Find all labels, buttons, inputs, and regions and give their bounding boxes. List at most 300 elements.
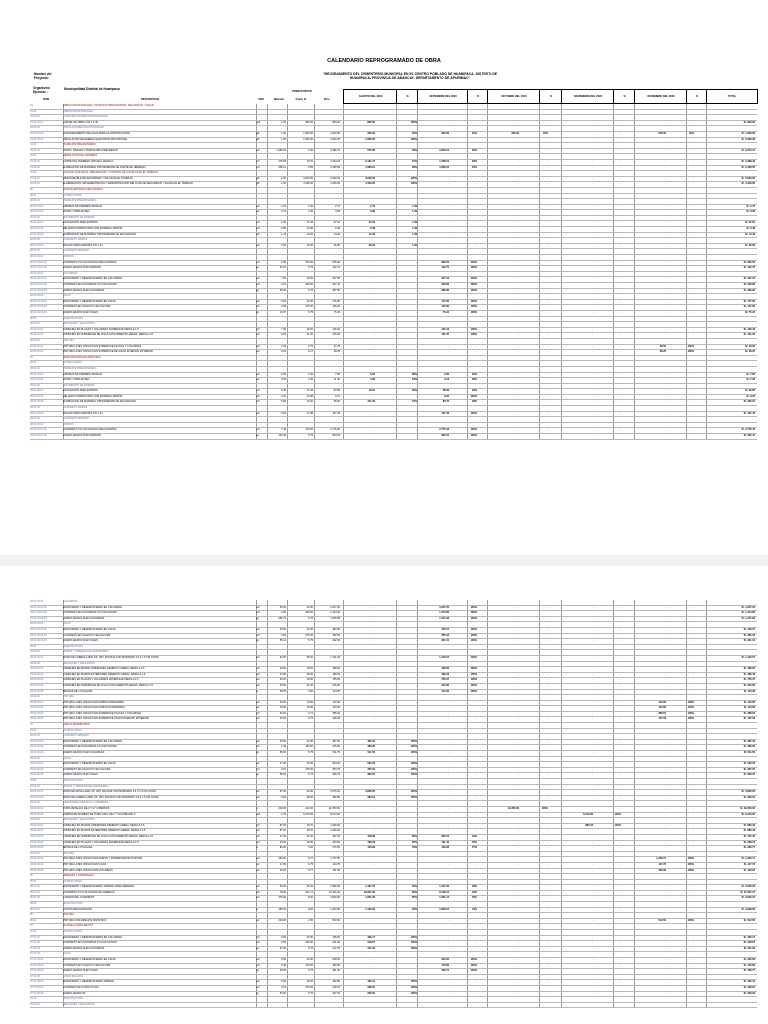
- item-code: 04.01.01.01: [30, 739, 44, 743]
- item-partial: 75.15: [333, 310, 340, 314]
- month-2-value: -: [448, 762, 449, 766]
- item-code: 02.01.04.02.01: [30, 277, 47, 281]
- item-total: S/. 321.10: [743, 639, 755, 643]
- month-3-value: -: [518, 840, 519, 844]
- item-metrado: 3.60: [281, 611, 286, 615]
- month-2-value: -: [448, 857, 449, 861]
- month-2-percent: 60%: [471, 148, 477, 152]
- month-3-value: -: [518, 227, 519, 231]
- item-description: PINTURA: [63, 695, 74, 699]
- item-code: 03.02.01.01: [30, 655, 44, 659]
- item-description: ACERO GRADO 60 EN VIGAS: [63, 639, 98, 643]
- month-1-value: -: [374, 717, 375, 721]
- item-partial: 93.85: [333, 389, 340, 393]
- month-4-percent: -: [620, 655, 621, 659]
- item-code: 05.01.03: [30, 896, 40, 900]
- month-1-value: -: [374, 969, 375, 973]
- month-1-percent: 100%: [410, 795, 417, 799]
- item-code: 02.01.04.01: [30, 255, 44, 259]
- item-unit: kg: [256, 773, 259, 777]
- item-description: LIMPIEZA DE TERRENO MANUAL: [63, 372, 103, 376]
- item-total: S/. 147.03: [743, 717, 755, 721]
- month-5-value: -: [665, 221, 666, 225]
- month-3-value: -: [518, 378, 519, 382]
- month-5-percent: -: [693, 372, 694, 376]
- item-total: S/. 1,600.00: [741, 131, 755, 135]
- item-total: S/. 114.00: [743, 689, 755, 693]
- item-unit-price: 5.75: [308, 639, 313, 643]
- item-code: 03.01.04.02: [30, 600, 44, 603]
- item-unit-price: 10.80: [306, 700, 313, 704]
- month-2-percent: 100%: [470, 299, 477, 303]
- month-2-value: 147.85: [441, 305, 449, 309]
- month-1-value: -: [374, 918, 375, 922]
- month-2-value: -: [448, 868, 449, 872]
- item-unit: m3: [256, 394, 260, 398]
- month-1-percent: -: [416, 667, 417, 671]
- item-unit-price: 3.00: [308, 846, 313, 850]
- month-2-value: 131.25: [441, 333, 449, 337]
- month-5-value: -: [665, 639, 666, 643]
- item-unit: m3: [256, 767, 260, 771]
- item-code: 03.02.02: [30, 661, 40, 665]
- month-5-value: 640.00: [658, 131, 666, 135]
- item-unit: kg: [256, 969, 259, 973]
- month-2-percent: 100%: [470, 283, 477, 286]
- item-description: VIGAS: [63, 622, 71, 626]
- item-unit: m2: [256, 372, 260, 376]
- item-total: S/. 665.41: [743, 434, 755, 438]
- item-total: S/. 2,775.43: [741, 428, 755, 432]
- month-3-value: -: [518, 428, 519, 432]
- item-unit-price: 10.00: [306, 232, 313, 236]
- month-2-value: -: [448, 946, 449, 950]
- item-total: S/. 113.66: [743, 700, 755, 704]
- item-metrado: 0.81: [281, 767, 286, 771]
- month-5-percent: -: [693, 243, 694, 247]
- item-partial: 352.50: [332, 633, 340, 637]
- item-metrado: 69.00: [279, 773, 286, 777]
- item-description: PUERTA DE INGRESO DE TUBO GALV. DE 2" Y PLATINA DE 1": [63, 812, 136, 816]
- item-description: OBRAS PROVISIONALES: [63, 109, 93, 113]
- item-metrado: 1.60: [281, 221, 286, 225]
- item-metrado: 10.50: [279, 700, 286, 704]
- month-3-percent: -: [547, 327, 548, 331]
- item-unit-price: 6.75: [308, 862, 313, 866]
- item-code: 04.01.01.03: [30, 751, 44, 755]
- item-description: TARRAJEO EN PLACAS Y COLUMNAS SUPERFICIE MEZCLA 1:5: [63, 678, 139, 682]
- item-partial: 114.75: [332, 862, 340, 866]
- month-3-percent: -: [547, 344, 548, 348]
- month-5-value: -: [665, 935, 666, 939]
- item-code: 07.01.02: [30, 941, 40, 945]
- month-2-value: -: [448, 176, 449, 180]
- month-3-value: -: [518, 963, 519, 967]
- month-2-value: 209.89: [441, 283, 449, 286]
- month-2-value: -: [448, 918, 449, 922]
- month-5-value: -: [665, 389, 666, 393]
- month-4-value: -: [592, 400, 593, 404]
- month-5-percent: -: [693, 378, 694, 382]
- item-partial: 66.00: [333, 243, 340, 247]
- item-unit-price: 3,000.00: [303, 176, 313, 180]
- item-unit: m2: [256, 795, 260, 799]
- month-4-percent: -: [620, 639, 621, 643]
- item-partial: 663.84: [332, 434, 340, 438]
- month-3-value: -: [518, 918, 519, 922]
- item-code: 03.01.04: [30, 417, 40, 421]
- item-unit-price: 375.00: [305, 963, 313, 967]
- item-unit: m2: [256, 277, 260, 281]
- month-3-percent: -: [547, 378, 548, 382]
- month-3-value: -: [518, 890, 519, 894]
- month-2-percent: 28%: [471, 400, 477, 404]
- item-partial: 357.00: [332, 834, 340, 838]
- month-1-value: -: [374, 310, 375, 314]
- item-code: 04.02: [30, 779, 37, 782]
- item-unit-price: 18.70: [306, 823, 313, 827]
- item-unit: m3: [256, 389, 260, 393]
- item-total: S/. 195.17: [743, 935, 755, 939]
- schedule-table-page-1: [30, 104, 757, 440]
- month-5-value: -: [665, 980, 666, 984]
- month-1-value: -: [374, 616, 375, 620]
- month-1-value: 66.00: [368, 243, 375, 247]
- month-4-percent: -: [620, 667, 621, 671]
- month-3-percent: -: [547, 706, 548, 710]
- month-2-value: -: [448, 706, 449, 710]
- item-code: 03.01.04.03.02: [30, 633, 47, 637]
- item-unit: m: [256, 907, 259, 911]
- item-metrado: 2.10: [281, 204, 286, 208]
- month-3-value: -: [518, 868, 519, 872]
- item-unit: m2: [256, 327, 260, 331]
- item-unit-price: 8.77: [308, 868, 313, 872]
- month-4-value: -: [592, 344, 593, 348]
- item-unit-price: 18.00: [306, 672, 313, 676]
- month-1-percent: -: [416, 678, 417, 682]
- month-5-percent: 100%: [687, 868, 694, 872]
- month-4-value: -: [592, 611, 593, 615]
- item-code: 02.01.04.03: [30, 294, 44, 298]
- item-metrado: 1.00: [281, 131, 286, 135]
- item-unit-price: 5.75: [308, 773, 313, 777]
- month-4-percent: -: [620, 434, 621, 438]
- item-unit-price: 9.71: [308, 711, 313, 715]
- month-3-percent: -: [547, 260, 548, 264]
- month-4-value: -: [592, 232, 593, 236]
- item-unit: m2: [256, 834, 260, 838]
- item-unit: m2: [256, 840, 260, 844]
- item-total: S/. 479.27: [743, 627, 755, 631]
- item-total: S/. 162.12: [743, 980, 755, 984]
- item-partial: 189.00: [332, 667, 340, 671]
- item-code: 02.01.04: [30, 249, 40, 253]
- item-metrado: 5.50: [281, 299, 286, 303]
- item-unit-price: 212.00: [305, 806, 313, 810]
- item-unit-price: 12.96: [306, 394, 313, 398]
- item-metrado: 37.00: [279, 946, 286, 950]
- item-code: 06.01: [30, 918, 37, 922]
- month-3-percent: -: [547, 159, 548, 163]
- item-unit-price: 17.38: [306, 389, 313, 393]
- item-description: VIGAS: [63, 294, 71, 298]
- item-code: 03.01.04.03.03: [30, 639, 47, 643]
- item-description: CONCRETO EN VIGAS F'C=210 KG/CM2: [63, 767, 111, 771]
- item-unit: glb: [256, 182, 260, 186]
- item-total: S/. 176.80: [743, 963, 755, 967]
- item-description: MURO DE ENTRADA PRINCIPAL: [63, 355, 102, 359]
- item-total: S/. 1,474.85: [741, 611, 755, 615]
- month-5-percent: -: [693, 963, 694, 967]
- month-2-percent: 100%: [470, 683, 477, 687]
- item-unit-price: 12.96: [306, 227, 313, 231]
- month-4-percent: -: [620, 344, 621, 348]
- month-4-value: -: [592, 890, 593, 894]
- item-description: CONCRETO EN LOSA F'C=210: [63, 985, 99, 989]
- item-code: 07.01.04.03: [30, 969, 44, 973]
- item-unit-price: 52.60: [306, 790, 313, 794]
- month-5-value: 48.50: [659, 344, 666, 348]
- month-1-percent: 100%: [410, 739, 417, 743]
- month-2-value: -: [448, 941, 449, 945]
- item-description: ZAPATAS: [63, 255, 74, 259]
- month-3-percent: -: [547, 896, 548, 900]
- month-4-percent: -: [620, 266, 621, 270]
- month-3-value: -: [518, 277, 519, 281]
- item-unit: m: [256, 689, 259, 693]
- month-3-percent: -: [547, 266, 548, 270]
- month-5-value: 117.76: [658, 862, 666, 866]
- item-unit: m2: [256, 655, 260, 659]
- month-5-value: -: [665, 773, 666, 777]
- item-description: VEREDAS Y SARDINELES: [63, 874, 94, 878]
- item-code: 03.01: [30, 361, 37, 365]
- month-4-value: -: [592, 829, 593, 833]
- month-5-value: -: [665, 767, 666, 771]
- item-unit-price: 32.00: [306, 627, 313, 631]
- item-unit: kg: [256, 751, 259, 755]
- month-2-percent: -: [476, 935, 477, 939]
- item-metrado: 5.40: [281, 389, 286, 393]
- item-code: 03.01.01.02: [30, 378, 44, 382]
- item-partial: 476.00: [332, 745, 340, 749]
- month-4-percent: -: [620, 935, 621, 939]
- item-description: ENCOFRADO Y DESENCOFRADO EN COLUMNAS: [63, 739, 123, 743]
- month-1-percent: 52%: [411, 885, 417, 889]
- item-partial: 4,446.00: [330, 182, 340, 186]
- item-metrado: 180.00: [278, 857, 286, 861]
- month-5-value: 147.03: [658, 717, 666, 721]
- month-2-percent: 100%: [470, 333, 477, 337]
- month-4-value: -: [592, 131, 593, 135]
- item-metrado: 115.45: [278, 434, 286, 438]
- month-4-value: 8,213.00: [583, 812, 593, 816]
- month-1-percent: -: [416, 611, 417, 615]
- month-3-percent: -: [547, 840, 548, 844]
- month-1-value: -: [374, 411, 375, 415]
- item-unit: m2: [256, 918, 260, 922]
- item-description: TARRAJEO EN MUROS INTERIORES CEMENTO-ARENA, MEZCLA 1:5: [63, 667, 145, 671]
- month-3-percent: -: [547, 946, 548, 950]
- item-unit-price: 21.00: [306, 834, 313, 838]
- item-description: CONCRETO EN COLUMNAS F'C=210 KG/CM2: [63, 611, 117, 615]
- item-unit: m3: [256, 221, 260, 225]
- item-description: COLUMNAS: [63, 271, 78, 275]
- month-3-value: -: [518, 616, 519, 620]
- month-3-percent: 20%: [542, 131, 548, 135]
- item-partial: 162.50: [332, 980, 340, 984]
- month-4-value: -: [592, 627, 593, 631]
- month-5-percent: -: [693, 762, 694, 766]
- month-4-percent: -: [620, 829, 621, 833]
- month-5-value: -: [665, 812, 666, 816]
- month-4-percent: -: [620, 885, 621, 889]
- header-month-2: SETIEMBRE DEL 2023: [417, 89, 469, 104]
- month-4-percent: -: [620, 350, 621, 354]
- month-3-value: -: [518, 790, 519, 794]
- month-5-value: -: [665, 305, 666, 309]
- item-partial: 270.00: [332, 846, 340, 850]
- month-3-percent: -: [547, 288, 548, 292]
- month-1-percent: -: [416, 683, 417, 687]
- month-5-value: -: [665, 846, 666, 850]
- month-1-percent: -: [416, 672, 417, 676]
- month-5-value: -: [665, 148, 666, 152]
- month-4-percent: -: [620, 131, 621, 135]
- month-2-value: 2.18: [444, 378, 449, 382]
- month-4-percent: -: [620, 283, 621, 286]
- item-description: REVOQUES Y ENLUCIDOS: [63, 1002, 95, 1006]
- item-partial: 3,000.00: [330, 896, 340, 900]
- month-4-percent: -: [620, 857, 621, 861]
- item-unit-price: 340.00: [305, 941, 313, 945]
- item-description: ENCOFRADO Y DESENCOFRADO EN VIGAS: [63, 762, 116, 766]
- item-unit-price: 10.80: [306, 706, 313, 710]
- month-4-percent: -: [620, 633, 621, 637]
- item-unit-price: 9.55: [308, 165, 313, 169]
- month-2-value: 320.00: [441, 131, 449, 135]
- item-unit-price: 9.71: [308, 857, 313, 861]
- month-4-percent: -: [620, 946, 621, 950]
- month-3-percent: -: [547, 958, 548, 961]
- item-unit-price: 32.50: [306, 935, 313, 939]
- month-5-value: -: [665, 885, 666, 889]
- month-5-value: -: [665, 633, 666, 637]
- item-code: 01.01.01: [30, 115, 40, 119]
- month-4-value: -: [592, 434, 593, 438]
- month-4-value: -: [592, 795, 593, 799]
- month-1-value: 3,000.00: [365, 176, 375, 180]
- month-2-percent: -: [476, 868, 477, 872]
- item-code: 04.02.04.01: [30, 857, 44, 861]
- item-description: PINTURA CON ESMALTE SINTETICO: [63, 918, 107, 922]
- month-1-value: -: [374, 823, 375, 827]
- month-5-percent: -: [693, 260, 694, 264]
- month-1-value: -: [374, 958, 375, 961]
- month-4-percent: -: [620, 862, 621, 866]
- month-5-percent: -: [693, 400, 694, 404]
- month-3-value: -: [518, 288, 519, 292]
- month-5-percent: -: [693, 823, 694, 827]
- month-3-value: -: [518, 935, 519, 939]
- month-1-value: 1,150.63: [365, 907, 375, 911]
- month-4-value: -: [592, 672, 593, 676]
- item-metrado: 1.00: [281, 137, 286, 141]
- item-unit: m2: [256, 935, 260, 939]
- month-2-percent: 52%: [471, 165, 477, 169]
- month-2-percent: -: [476, 204, 477, 208]
- month-4-percent: -: [620, 616, 621, 620]
- month-2-value: -: [448, 204, 449, 208]
- month-4-percent: -: [620, 204, 621, 208]
- item-total: S/. 133.05: [743, 868, 755, 872]
- item-metrado: 1.80: [281, 260, 286, 264]
- month-5-percent: 100%: [687, 918, 694, 922]
- item-total: S/. 177.65: [743, 299, 755, 303]
- month-5-value: -: [665, 204, 666, 208]
- item-unit: m2: [256, 700, 260, 704]
- item-metrado: 0.61: [281, 283, 286, 286]
- month-2-percent: -: [476, 745, 477, 749]
- item-total: S/. 487.34: [743, 739, 755, 743]
- month-3-value: -: [518, 980, 519, 984]
- month-4-value: -: [592, 941, 593, 945]
- month-5-percent: -: [693, 941, 694, 945]
- header-pct-2: %: [467, 89, 489, 104]
- item-unit: m2: [256, 711, 260, 715]
- item-total: S/. 2,300.00: [741, 137, 755, 141]
- item-code: 07.01.04.01: [30, 958, 44, 961]
- item-code: 01.02.01: [30, 148, 40, 152]
- month-4-value: -: [592, 394, 593, 398]
- item-total: S/. 355.34: [743, 633, 755, 637]
- month-3-percent: -: [547, 389, 548, 393]
- month-1-percent: -: [416, 333, 417, 337]
- item-metrado: 15.00: [279, 868, 286, 872]
- month-2-percent: 45%: [471, 896, 477, 900]
- item-description: REVOQUES Y ENLUCIDOS: [63, 818, 95, 822]
- month-5-value: -: [665, 790, 666, 794]
- header-total: TOTAL: [706, 89, 758, 104]
- month-1-percent: 56%: [411, 907, 417, 911]
- month-1-percent: -: [416, 823, 417, 827]
- item-total: S/. 218.97: [743, 941, 755, 945]
- month-1-value: 195.17: [367, 935, 375, 939]
- item-code: 07.01.01: [30, 935, 40, 939]
- header-item: ITEM: [42, 98, 50, 101]
- item-partial: 131.55: [332, 868, 340, 872]
- item-description: PINTURA LATEX VINILICO EN MUROS INTERIORES: [63, 700, 124, 704]
- item-partial: 544.00: [332, 762, 340, 766]
- item-unit: m3: [256, 165, 260, 169]
- month-3-value: -: [518, 907, 519, 911]
- item-code: 07.01: [30, 930, 37, 934]
- month-1-percent: -: [416, 862, 417, 866]
- month-1-percent: 100%: [410, 773, 417, 777]
- month-2-percent: -: [476, 918, 477, 922]
- month-3-percent: -: [547, 305, 548, 309]
- month-2-percent: 100%: [470, 958, 477, 961]
- item-unit: m3: [256, 633, 260, 637]
- item-code: 07.01.05.02: [30, 985, 44, 989]
- item-description: ESTRUCTURAS: [63, 930, 82, 934]
- month-3-percent: -: [547, 678, 548, 682]
- item-total: S/. 9.25: [746, 394, 755, 398]
- month-4-value: -: [592, 980, 593, 984]
- month-2-value: -: [448, 717, 449, 721]
- item-code: 03.02.03.04: [30, 717, 44, 721]
